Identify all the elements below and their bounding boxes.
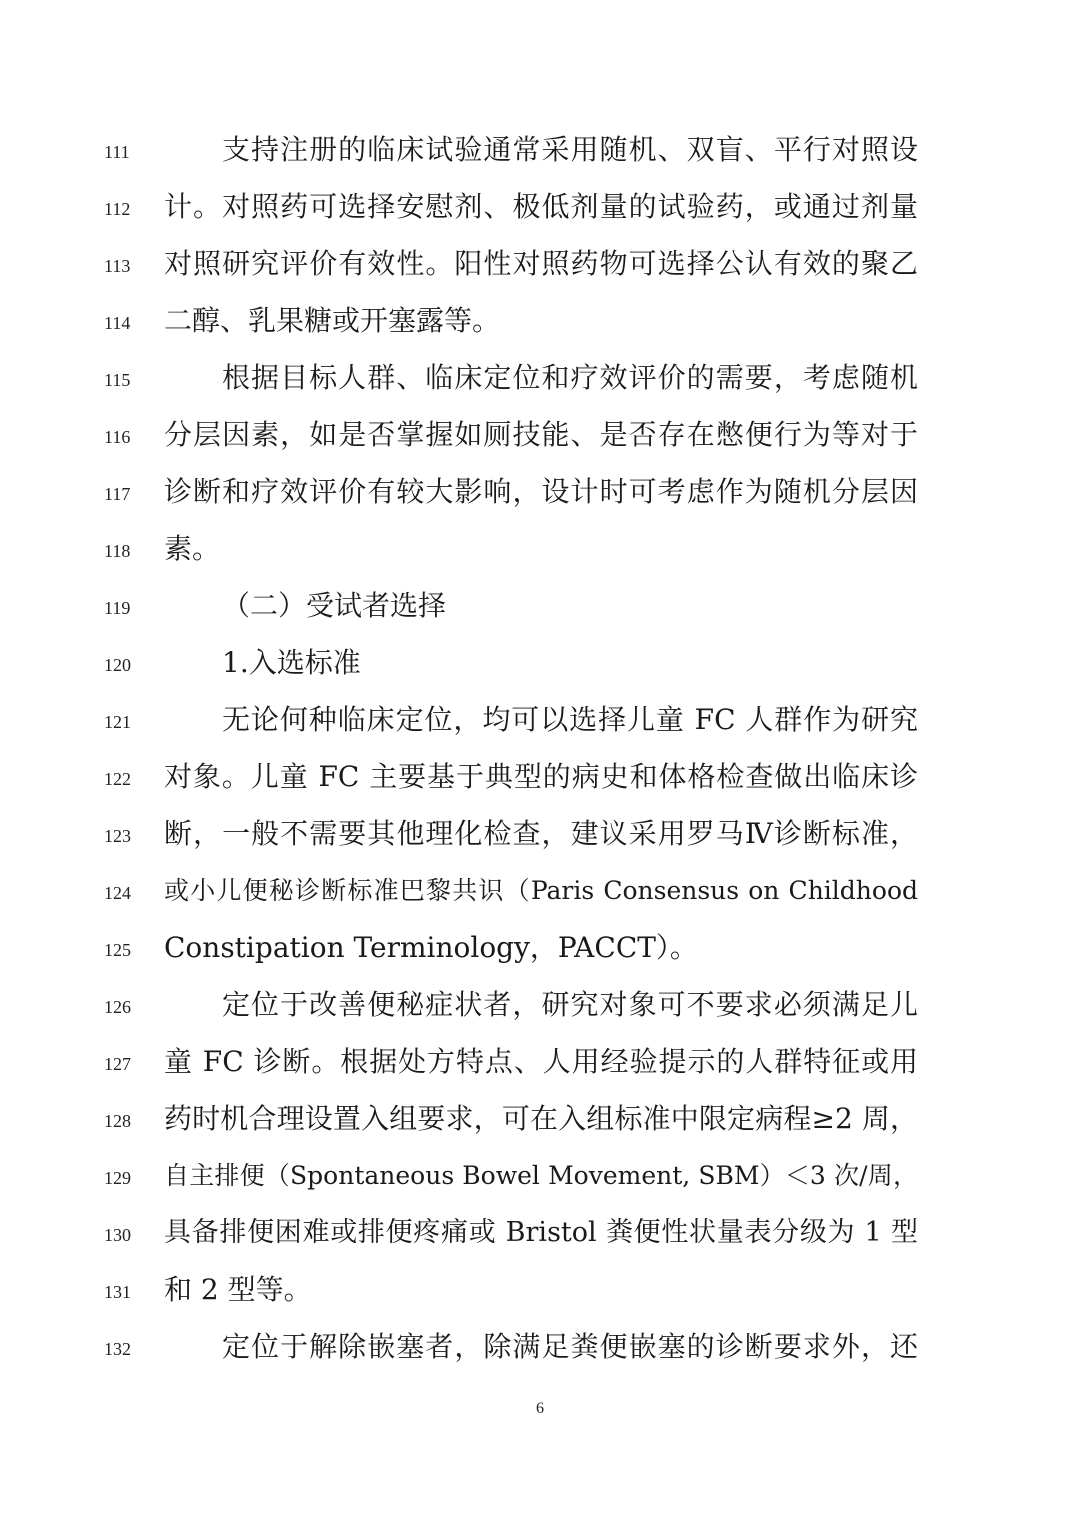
line-number: 114 [104, 313, 131, 333]
line-number: 131 [104, 1282, 131, 1302]
page-number: 6 [536, 1400, 544, 1417]
line-number: 113 [104, 256, 131, 276]
line-number: 126 [104, 997, 131, 1017]
line-text: 童 FC 诊断。根据处方特点、人用经验提示的人群特征或用 [164, 1045, 918, 1078]
line-text: 分层因素，如是否掌握如厕技能、是否存在憋便行为等对于 [164, 418, 918, 451]
line-number: 124 [104, 883, 131, 903]
line-text: 或小儿便秘诊断标准巴黎共识（Paris Consensus on Childhood [164, 876, 918, 905]
line-number: 125 [104, 940, 131, 960]
line-132 [0, 1325, 1080, 1375]
line-text: 定位于解除嵌塞者，除满足粪便嵌塞的诊断要求外，还 [222, 1330, 918, 1363]
line-number: 132 [104, 1339, 131, 1359]
line-number: 130 [104, 1225, 131, 1245]
line-111 [0, 128, 1080, 178]
line-121 [0, 698, 1080, 748]
line-number: 121 [104, 712, 131, 732]
line-119 [0, 584, 1080, 634]
line-text: 支持注册的临床试验通常采用随机、双盲、平行对照设 [222, 133, 918, 166]
line-128 [0, 1097, 1080, 1147]
line-number: 119 [104, 598, 131, 618]
line-number: 120 [104, 655, 131, 675]
line-text: 对照研究评价有效性。阳性对照药物可选择公认有效的聚乙 [164, 247, 918, 280]
line-number: 127 [104, 1054, 131, 1074]
section-heading: （二）受试者选择 [222, 589, 447, 622]
line-text: Constipation Terminology，PACCT）。 [164, 931, 698, 964]
line-text: 具备排便困难或排便疼痛或 Bristol 粪便性状量表分级为 1 型 [164, 1217, 918, 1248]
line-113 [0, 242, 1080, 292]
line-text: 断，一般不需要其他理化检查，建议采用罗马Ⅳ诊断标准， [164, 817, 918, 850]
line-112 [0, 185, 1080, 235]
line-text: 对象。儿童 FC 主要基于典型的病史和体格检查做出临床诊 [164, 760, 918, 793]
line-118 [0, 527, 1080, 577]
line-126 [0, 983, 1080, 1033]
line-text: 根据目标人群、临床定位和疗效评价的需要，考虑随机 [222, 361, 918, 394]
line-127 [0, 1040, 1080, 1090]
line-117 [0, 470, 1080, 520]
line-124 [0, 869, 1080, 919]
line-131 [0, 1268, 1080, 1318]
line-text: 定位于改善便秘症状者，研究对象可不要求必须满足儿 [222, 988, 918, 1021]
line-text: 药时机合理设置入组要求，可在入组标准中限定病程≥2 周， [164, 1102, 918, 1135]
line-text: 计。对照药可选择安慰剂、极低剂量的试验药，或通过剂量 [164, 190, 918, 223]
line-number: 122 [104, 769, 131, 789]
line-number: 112 [104, 199, 131, 219]
line-129 [0, 1154, 1080, 1204]
line-text: 二醇、乳果糖或开塞露等。 [164, 304, 501, 337]
line-number: 117 [104, 484, 131, 504]
line-125 [0, 926, 1080, 976]
line-number: 128 [104, 1111, 131, 1131]
line-number: 118 [104, 541, 131, 561]
line-116 [0, 413, 1080, 463]
line-text: 素。 [164, 532, 221, 565]
line-number: 111 [104, 142, 130, 162]
line-115 [0, 356, 1080, 406]
line-number: 116 [104, 427, 131, 447]
line-text: 诊断和疗效评价有较大影响，设计时可考虑作为随机分层因 [164, 475, 918, 508]
line-number: 115 [104, 370, 131, 390]
line-text: 和 2 型等。 [164, 1273, 312, 1306]
line-123 [0, 812, 1080, 862]
line-130 [0, 1211, 1080, 1261]
line-text: 自主排便（Spontaneous Bowel Movement, SBM）＜3 次/周， [164, 1161, 918, 1190]
line-text: 无论何种临床定位，均可以选择儿童 FC 人群作为研究 [222, 703, 918, 736]
line-114 [0, 299, 1080, 349]
line-number: 123 [104, 826, 131, 846]
line-number: 129 [104, 1168, 131, 1188]
subsection-heading: 1.入选标准 [222, 646, 361, 679]
line-122 [0, 755, 1080, 805]
line-120 [0, 641, 1080, 691]
